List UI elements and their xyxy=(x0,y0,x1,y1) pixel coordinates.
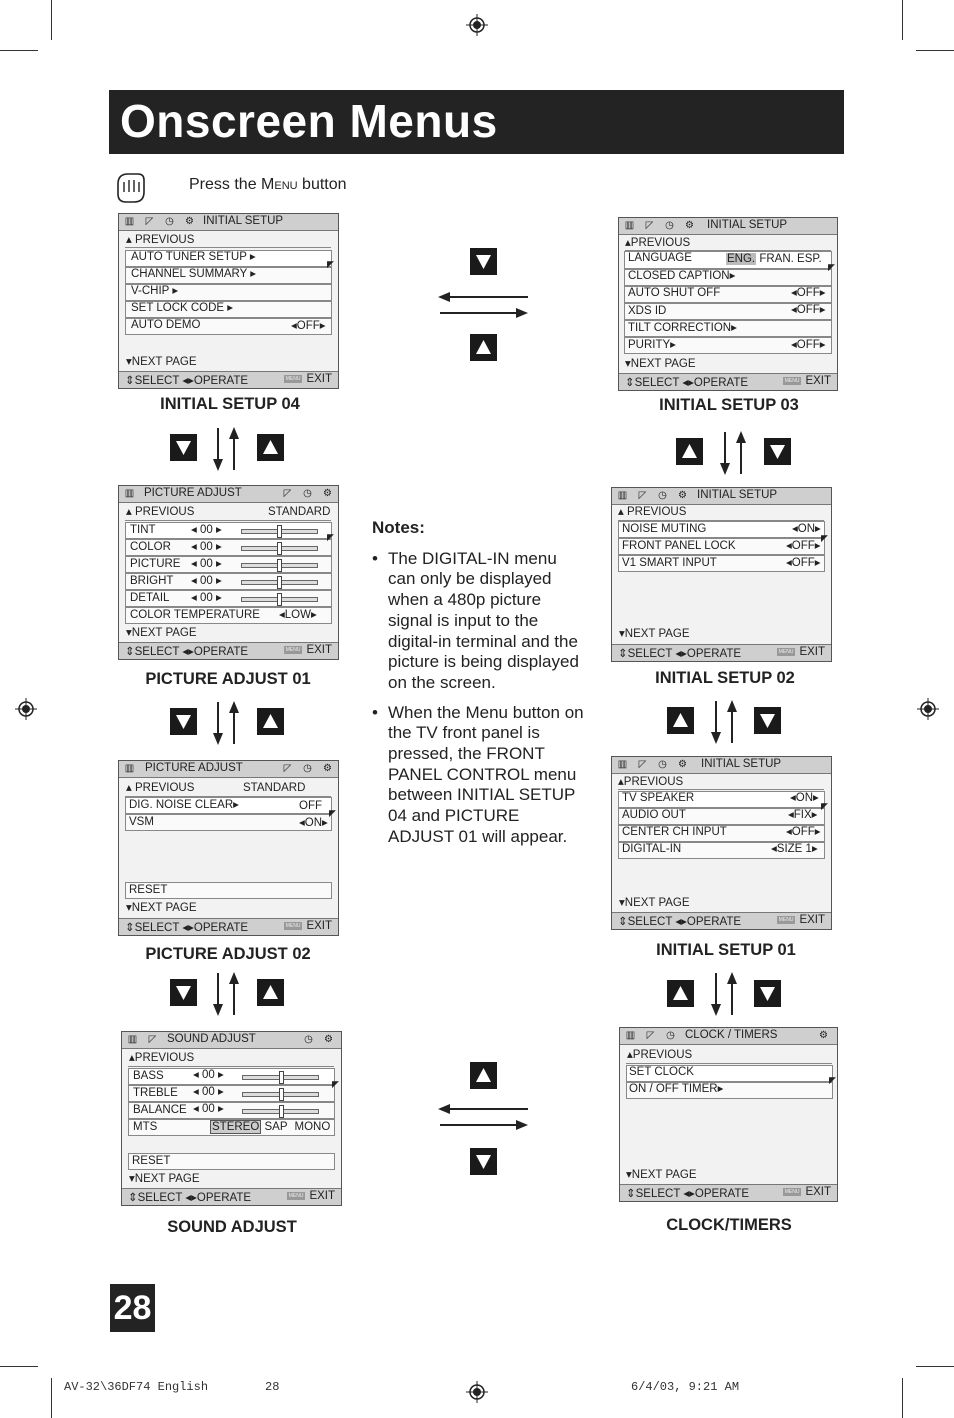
registration-mark-icon xyxy=(466,1381,488,1403)
sound-adjust-menu: ▥ ◸ SOUND ADJUST ◷ ⚙ ▴PREVIOUS BASS ◂ 00 ▸ TREBLE ◂ 00 ▸ BALANCE ◂ 00 ▸ MTS STEREO SAP MONO ◤ RESET ▾NEXT PAGE ⇕SELECT ◂▸OPERATE MENU EXIT xyxy=(121,1031,342,1206)
up-key-icon xyxy=(257,708,284,735)
cursor-icon: ◤ xyxy=(821,801,828,811)
menu-item[interactable]: SET LOCK CODE xyxy=(131,302,225,314)
menu-caption: INITIAL SETUP 01 xyxy=(656,941,796,959)
mts-option[interactable]: SAP xyxy=(264,1121,288,1133)
previous-item[interactable]: PREVIOUS xyxy=(134,1052,195,1064)
clock-timers-menu: ▥ ◸ ◷ CLOCK / TIMERS ⚙ ▴PREVIOUS SET CLOCK ON / OFF TIMER▸ ◤ ▾NEXT PAGE ⇕SELECT ◂▸OPERATE MENU EXIT xyxy=(619,1027,838,1202)
previous-item[interactable]: PREVIOUS xyxy=(630,237,691,249)
menu-value: OFF xyxy=(791,826,815,838)
sound-icon: ◸ xyxy=(283,763,292,774)
menu-value: OFF xyxy=(296,320,320,332)
menu-value: ON xyxy=(797,523,816,535)
picture-icon: ▥ xyxy=(127,1034,138,1045)
cursor-icon: ◤ xyxy=(332,1079,339,1089)
menu-value: OFF xyxy=(796,304,820,316)
sound-icon: ◸ xyxy=(646,1030,655,1041)
menu-item[interactable]: AUTO TUNER SETUP xyxy=(131,251,247,263)
slider[interactable] xyxy=(241,546,318,551)
down-key-icon xyxy=(170,979,197,1006)
menu-item[interactable]: V-CHIP xyxy=(131,285,170,297)
sound-icon: ◸ xyxy=(638,490,647,501)
cursor-icon: ◤ xyxy=(329,808,336,818)
menu-item[interactable]: DETAIL xyxy=(130,592,170,604)
previous-item[interactable]: PREVIOUS xyxy=(626,506,687,518)
initial-setup-02-menu: ▥ ◸ ◷ ⚙ INITIAL SETUP ▴ PREVIOUS NOISE MUTING ◂ON▸ FRONT PANEL LOCK ◂OFF▸ V1 SMART INPUT ◂OFF▸ ◤ ▾NEXT PAGE ⇕SELECT ◂▸OPERATE MENU EXIT xyxy=(611,487,832,662)
crop-mark xyxy=(51,1378,52,1418)
menu-value: LOW xyxy=(284,609,311,621)
next-page-item[interactable]: NEXT PAGE xyxy=(131,627,197,639)
picture-icon: ▥ xyxy=(617,759,628,770)
menu-title: INITIAL SETUP xyxy=(697,489,778,501)
cursor-icon: ◤ xyxy=(821,533,828,543)
up-key-icon xyxy=(257,434,284,461)
sound-icon: ◸ xyxy=(283,488,292,499)
menu-item[interactable]: COLOR TEMPERATURE xyxy=(130,609,260,621)
menu-value: 00 xyxy=(199,575,213,587)
sound-icon: ◸ xyxy=(645,220,654,231)
print-footer-file: AV-32\36DF74 English xyxy=(64,1380,209,1394)
up-down-arrows-icon xyxy=(209,700,243,746)
down-key-icon xyxy=(470,1148,497,1175)
menu-value: ON xyxy=(304,817,323,829)
menu-title: CLOCK / TIMERS xyxy=(685,1029,778,1041)
cursor-icon: ◤ xyxy=(829,1075,836,1085)
menu-caption: PICTURE ADJUST 02 xyxy=(145,945,311,963)
down-key-icon xyxy=(170,434,197,461)
initial-setup-04-menu: ▥ ◸ ◷ ⚙ INITIAL SETUP ▴ PREVIOUS AUTO TUNER SETUP ▸ CHANNEL SUMMARY ▸ V-CHIP ▸ SET LOCK CODE ▸ AUTO DEMO ◂OFF▸ ◤ ▾NEXT PAGE ⇕SELECT ◂▸OPERATE MENU EXIT xyxy=(118,213,339,389)
menu-item[interactable]: NOISE MUTING xyxy=(622,523,707,535)
menu-item[interactable]: FRONT PANEL LOCK xyxy=(622,540,736,552)
sound-icon: ◸ xyxy=(145,216,154,227)
hand-press-icon xyxy=(112,170,148,206)
crop-mark xyxy=(916,1366,954,1367)
setup-icon: ⚙ xyxy=(185,216,194,227)
menu-title: PICTURE ADJUST xyxy=(144,487,242,499)
previous-item[interactable]: PREVIOUS xyxy=(623,776,684,788)
crop-mark xyxy=(902,0,903,40)
crop-mark xyxy=(51,0,52,40)
up-down-arrows-icon xyxy=(209,971,243,1017)
up-down-arrows-icon xyxy=(707,699,741,745)
note-item: • When the Menu button on the TV front panel is pressed, the FRONT PANEL CONTROL menu between INITIAL SETUP 04 and PICTURE ADJUST 01 will appear. xyxy=(372,702,584,846)
menu-value: ON xyxy=(795,792,814,804)
menu-title: INITIAL SETUP xyxy=(701,758,782,770)
menu-value: 00 xyxy=(199,592,213,604)
down-key-icon xyxy=(754,980,781,1007)
previous-item[interactable]: PREVIOUS xyxy=(134,782,195,794)
reset-item[interactable]: RESET xyxy=(132,1155,171,1167)
registration-mark-icon xyxy=(917,698,939,720)
down-key-icon xyxy=(170,708,197,735)
picture-icon: ▥ xyxy=(617,490,628,501)
initial-setup-01-menu: ▥ ◸ ◷ ⚙ INITIAL SETUP ▴PREVIOUS TV SPEAKER ◂ON▸ AUDIO OUT ◂FIX▸ CENTER CH INPUT ◂OFF▸ DIGITAL-IN ◂SIZE 1▸ ◤ ▾NEXT PAGE ⇕SELECT ◂▸OPERATE MENU EXIT xyxy=(611,756,832,930)
language-option[interactable]: FRAN. xyxy=(759,253,794,265)
left-right-arrows-icon xyxy=(438,1100,530,1134)
menu-item[interactable]: TINT xyxy=(130,524,156,536)
menu-item[interactable]: CHANNEL SUMMARY xyxy=(131,268,248,280)
setup-icon: ⚙ xyxy=(819,1030,828,1041)
picture-mode: STANDARD xyxy=(268,506,331,518)
up-key-icon xyxy=(676,438,703,465)
clock-icon: ◷ xyxy=(665,220,674,231)
menu-item[interactable]: MTS xyxy=(133,1121,158,1133)
reset-item[interactable]: RESET xyxy=(129,884,168,896)
menu-item[interactable]: CLOSED CAPTION xyxy=(628,270,730,282)
slider[interactable] xyxy=(241,580,318,585)
up-key-icon xyxy=(470,1062,497,1089)
note-item: • The DIGITAL-IN menu can only be displayed when a 480p picture signal is input to the digital-in terminal and the picture is being displayed on the screen. xyxy=(372,548,579,692)
clock-icon: ◷ xyxy=(165,216,174,227)
clock-icon: ◷ xyxy=(304,1034,313,1045)
setup-icon: ⚙ xyxy=(323,763,332,774)
language-option[interactable]: ESP. xyxy=(797,253,822,265)
slider[interactable] xyxy=(242,1092,319,1097)
menu-item[interactable]: V1 SMART INPUT xyxy=(622,557,717,569)
next-page-item[interactable]: NEXT PAGE xyxy=(631,1169,697,1181)
slider[interactable] xyxy=(241,529,318,534)
menu-caption: INITIAL SETUP 04 xyxy=(160,395,300,413)
sound-icon: ◸ xyxy=(638,759,647,770)
sound-icon: ◸ xyxy=(148,1034,157,1045)
down-key-icon xyxy=(470,248,497,275)
menu-header xyxy=(119,214,338,231)
crop-mark xyxy=(0,1366,38,1367)
menu-item[interactable]: VSM xyxy=(129,816,154,828)
language-option-selected[interactable]: ENG. xyxy=(727,253,756,265)
cursor-icon: ◤ xyxy=(828,262,835,272)
setup-icon: ⚙ xyxy=(323,488,332,499)
menu-item[interactable]: PURITY xyxy=(628,339,671,351)
clock-icon: ◷ xyxy=(658,490,667,501)
page-number: 28 xyxy=(110,1284,155,1332)
menu-item[interactable]: LANGUAGE xyxy=(628,252,692,264)
slider[interactable] xyxy=(241,563,318,568)
notes xyxy=(372,518,587,848)
menu-item[interactable]: AUDIO OUT xyxy=(622,809,686,821)
crop-mark xyxy=(916,50,954,51)
down-key-icon xyxy=(754,707,781,734)
up-down-arrows-icon xyxy=(707,971,741,1017)
down-key-icon xyxy=(764,438,791,465)
cursor-icon: ◤ xyxy=(327,532,334,542)
next-page-item[interactable]: NEXT PAGE xyxy=(624,628,690,640)
setup-icon: ⚙ xyxy=(678,490,687,501)
slider[interactable] xyxy=(242,1109,319,1114)
menu-value: 00 xyxy=(201,1069,215,1081)
picture-icon: ▥ xyxy=(124,216,135,227)
menu-item[interactable]: BRIGHT xyxy=(130,575,174,587)
menu-footer: ⇕SELECT ◂▸OPERATE MENU EXIT xyxy=(119,371,338,388)
menu-caption: SOUND ADJUST xyxy=(167,1218,297,1236)
menu-value: 00 xyxy=(201,1086,215,1098)
menu-item[interactable]: ON / OFF TIMER xyxy=(629,1083,718,1095)
slider[interactable] xyxy=(241,597,318,602)
menu-item[interactable]: TILT CORRECTION xyxy=(628,322,732,334)
menu-value: OFF xyxy=(796,287,820,299)
menu-item[interactable]: BALANCE xyxy=(133,1104,187,1116)
menu-value: OFF xyxy=(796,339,820,351)
menu-item[interactable]: XDS ID xyxy=(628,305,667,317)
menu-item[interactable]: TV SPEAKER xyxy=(622,792,695,804)
notes-heading: Notes: xyxy=(372,518,425,537)
menu-caption: INITIAL SETUP 02 xyxy=(655,669,795,687)
setup-icon: ⚙ xyxy=(685,220,694,231)
registration-mark-icon xyxy=(466,14,488,36)
menu-caption: INITIAL SETUP 03 xyxy=(659,396,799,414)
clock-icon: ◷ xyxy=(658,759,667,770)
slider[interactable] xyxy=(242,1075,319,1080)
menu-value: OFF xyxy=(791,540,815,552)
menu-caption: CLOCK/TIMERS xyxy=(666,1216,792,1234)
setup-icon: ⚙ xyxy=(324,1034,333,1045)
menu-title: INITIAL SETUP xyxy=(707,219,788,231)
up-down-arrows-icon xyxy=(209,426,243,472)
menu-value: 00 xyxy=(201,1103,215,1115)
title-bar xyxy=(109,90,844,154)
picture-icon: ▥ xyxy=(124,488,135,499)
setup-icon: ⚙ xyxy=(678,759,687,770)
crop-mark xyxy=(0,50,38,51)
previous-item[interactable]: PREVIOUS xyxy=(632,1049,693,1061)
page-title: Onscreen Menus xyxy=(120,95,498,147)
menu-item[interactable]: TREBLE xyxy=(133,1087,178,1099)
menu-value: SIZE 1 xyxy=(776,843,812,855)
menu-title: SOUND ADJUST xyxy=(167,1033,256,1045)
crop-mark xyxy=(902,1378,903,1418)
up-key-icon xyxy=(667,980,694,1007)
up-key-icon xyxy=(667,707,694,734)
menu-title: INITIAL SETUP xyxy=(203,215,284,227)
mts-option[interactable]: MONO xyxy=(294,1121,331,1133)
initial-setup-03-menu: ▥ ◸ ◷ ⚙ INITIAL SETUP ▴PREVIOUS LANGUAGE ENG. FRAN. ESP. CLOSED CAPTION▸ AUTO SHUT OFF ◂OFF▸ XDS ID ◂OFF▸ TILT CORRECTION▸ PURITY▸ ◂OFF▸ ◤ ▾NEXT PAGE ⇕SELECT ◂▸OPERATE MENU EXIT xyxy=(618,217,838,391)
menu-value: 00 xyxy=(199,524,213,536)
menu-item[interactable]: AUTO SHUT OFF xyxy=(628,287,721,299)
menu-caption: PICTURE ADJUST 01 xyxy=(145,670,311,688)
next-page-item[interactable]: NEXT PAGE xyxy=(630,358,696,370)
menu-value: OFF xyxy=(299,800,322,812)
clock-icon: ◷ xyxy=(666,1030,675,1041)
menu-title: PICTURE ADJUST xyxy=(145,762,243,774)
picture-adjust-01-menu: ▥ PICTURE ADJUST ◸ ◷ ⚙ ▴ PREVIOUS STANDARD TINT ◂ 00 ▸ COLOR ◂ 00 ▸ PICTURE ◂ 00 ▸ BRIGHT ◂ 00 ▸ DETAIL ◂ 00 ▸ COLOR TEMPERATURE ◂LOW▸ ◤ ▾NEXT PAGE ⇕SELECT ◂▸OPERATE MENU EXIT xyxy=(118,485,339,660)
registration-mark-icon xyxy=(15,698,37,720)
press-menu-instruction: Press the Menu button xyxy=(189,176,347,193)
previous-item[interactable]: PREVIOUS xyxy=(134,234,195,246)
up-down-arrows-icon xyxy=(716,430,750,476)
cursor-icon: ◤ xyxy=(327,259,334,269)
menu-item[interactable]: CENTER CH INPUT xyxy=(622,826,727,838)
previous-item[interactable]: PREVIOUS xyxy=(134,506,195,518)
print-footer-page: 28 xyxy=(265,1380,280,1394)
clock-icon: ◷ xyxy=(303,488,312,499)
picture-icon: ▥ xyxy=(625,1030,636,1041)
menu-value: OFF xyxy=(791,557,815,569)
menu-item[interactable]: SET CLOCK xyxy=(629,1066,694,1078)
left-right-arrows-icon xyxy=(438,288,530,322)
picture-adjust-02-menu: ▥ PICTURE ADJUST ◸ ◷ ⚙ ▴ PREVIOUS STANDARD DIG. NOISE CLEAR▸ OFF VSM ◂ON▸ ◤ RESET ▾NEXT PAGE ⇕SELECT ◂▸OPERATE MENU EXIT xyxy=(118,760,339,936)
menu-value: 00 xyxy=(199,541,213,553)
menu-item[interactable]: AUTO DEMO xyxy=(131,319,201,331)
print-footer-date: 6/4/03, 9:21 AM xyxy=(631,1380,740,1394)
picture-icon: ▥ xyxy=(624,220,635,231)
next-page-item[interactable]: NEXT PAGE xyxy=(131,902,197,914)
menu-item[interactable]: BASS xyxy=(133,1070,164,1082)
menu-value: FIX xyxy=(793,809,812,821)
picture-icon: ▥ xyxy=(124,763,135,774)
menu-item[interactable]: PICTURE xyxy=(130,558,181,570)
up-key-icon xyxy=(257,979,284,1006)
menu-item[interactable]: DIG. NOISE CLEAR xyxy=(129,799,234,811)
clock-icon: ◷ xyxy=(303,763,312,774)
picture-mode: STANDARD xyxy=(243,782,306,794)
menu-item[interactable]: DIGITAL-IN xyxy=(622,843,682,855)
next-page-item[interactable]: NEXT PAGE xyxy=(624,897,690,909)
menu-item[interactable]: COLOR xyxy=(130,541,171,553)
up-key-icon xyxy=(470,334,497,361)
next-page-item[interactable]: NEXT PAGE xyxy=(134,1173,200,1185)
menu-value: 00 xyxy=(199,558,213,570)
next-page-item[interactable]: NEXT PAGE xyxy=(131,356,197,368)
mts-option-selected[interactable]: STEREO xyxy=(212,1121,260,1133)
